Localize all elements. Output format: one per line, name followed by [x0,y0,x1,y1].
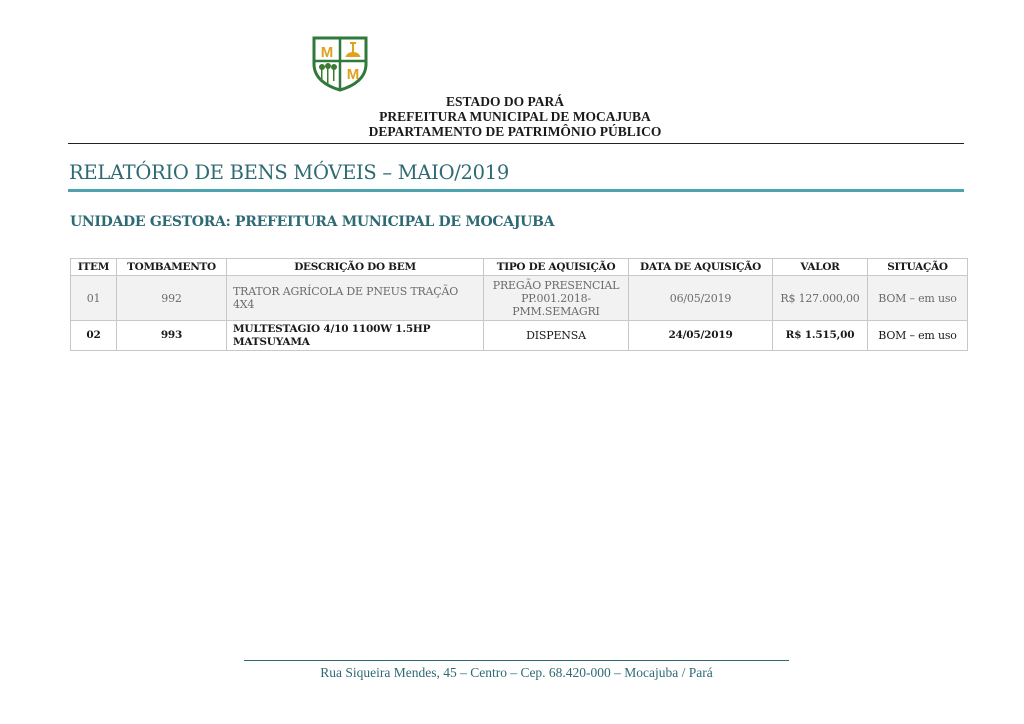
cell-data: 06/05/2019 [629,276,773,321]
col-header-item: ITEM [71,259,117,276]
cell-descricao: TRATOR AGRÍCOLA DE PNEUS TRAÇÃO 4X4 [227,276,484,321]
cell-tombamento: 993 [117,321,227,351]
col-header-tombamento: TOMBAMENTO [117,259,227,276]
table-header-row [71,259,968,276]
col-header-valor: VALOR [773,259,868,276]
footer-address: Rua Siqueira Mendes, 45 – Centro – Cep. 68.420-000 – Mocajuba / Pará [320,665,713,680]
col-header-situacao: SITUAÇÃO [868,259,968,276]
cell-situacao: BOM – em uso [868,321,968,351]
cell-tipo: PREGÃO PRESENCIAL PP.001.2018-PMM.SEMAGRI [484,276,629,321]
cell-item: 02 [71,321,117,351]
col-header-tipo: TIPO DE AQUISIÇÃO [484,259,629,276]
header-state: ESTADO DO PARÁ [445,94,564,109]
header-divider [68,143,964,144]
svg-text:M: M [346,66,360,83]
cell-tombamento: 992 [117,276,227,321]
municipal-coat-of-arms-logo [310,34,370,92]
managing-unit: UNIDADE GESTORA: PREFEITURA MUNICIPAL DE MOCAJUBA [70,214,555,230]
cell-valor: R$ 127.000,00 [773,276,868,321]
cell-tipo: DISPENSA [484,321,629,351]
cell-valor: R$ 1.515,00 [773,321,868,351]
col-header-descricao: DESCRIÇÃO DO BEM [227,259,484,276]
title-underline [68,189,964,192]
table-row [71,321,968,351]
cell-descricao: MULTESTAGIO 4/10 1100W 1.5HP MATSUYAMA [227,321,484,351]
cell-situacao: BOM – em uso [868,276,968,321]
report-title: RELATÓRIO DE BENS MÓVEIS – MAIO/2019 [69,161,509,184]
header-prefecture: PREFEITURA MUNICIPAL DE MOCAJUBA [379,109,651,124]
header-department: DEPARTAMENTO DE PATRIMÔNIO PÚBLICO [368,124,662,139]
cell-item: 01 [71,276,117,321]
svg-text:M: M [320,44,334,61]
cell-data: 24/05/2019 [629,321,773,351]
assets-table [70,258,968,351]
footer-divider [244,660,789,661]
col-header-data: DATA DE AQUISIÇÃO [629,259,773,276]
table-row [71,276,968,321]
